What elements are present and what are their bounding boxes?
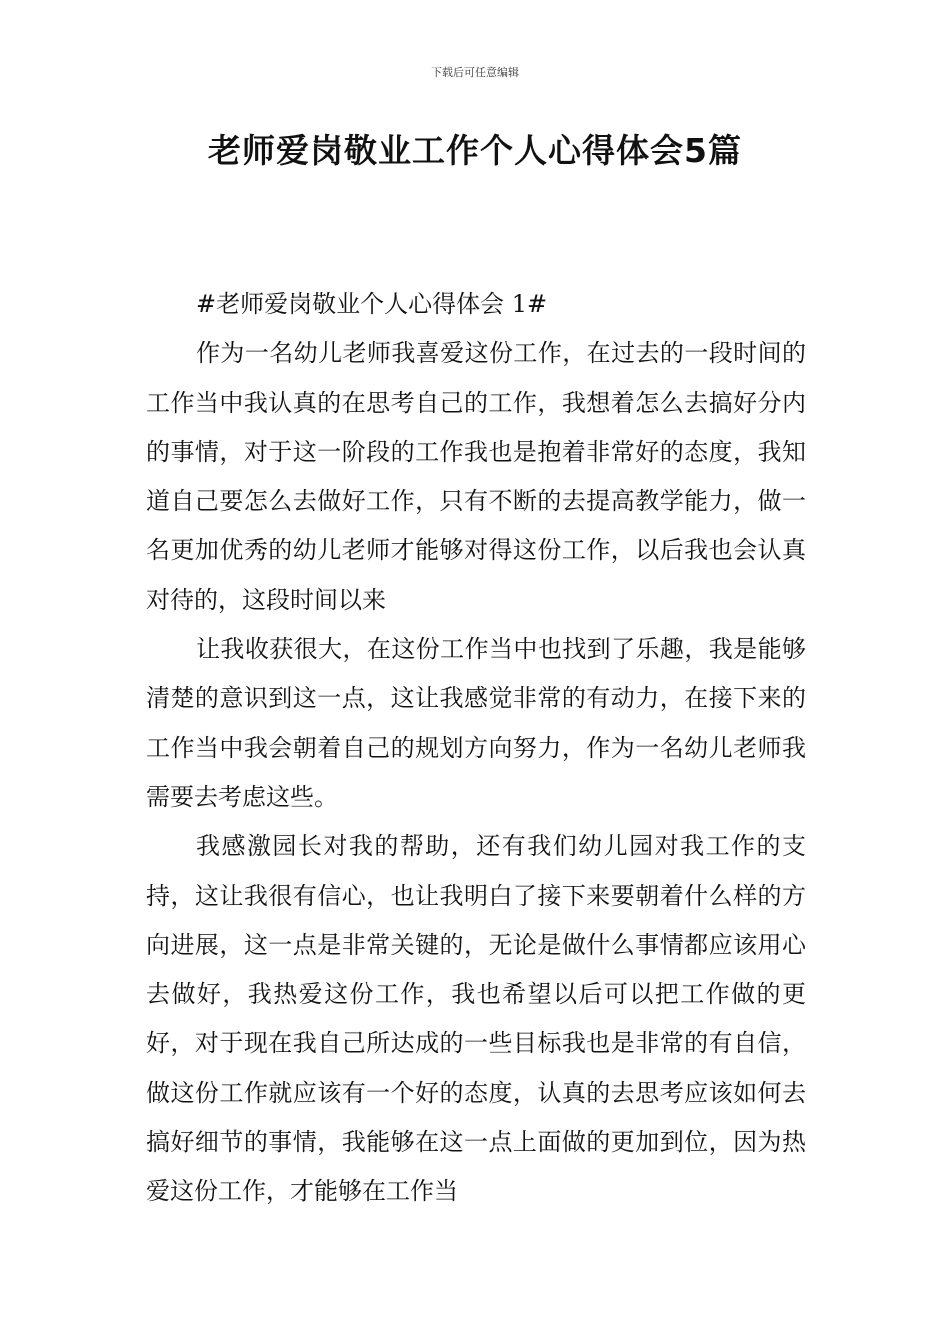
section-heading: #老师爱岗敬业个人心得体会 1# <box>196 290 548 318</box>
paragraph-2: 让我收获很大，在这份工作当中也找到了乐趣，我是能够清楚的意识到这一点，这让我感觉非常的有动力，在接下来的工作当中我会朝着自己的规划方向努力，作为一名幼儿老师我需要去考虑这些。 <box>146 635 806 811</box>
document-title: 老师爱岗敬业工作个人心得体会5篇 <box>208 131 742 170</box>
paragraph-1: 作为一名幼儿老师我喜爱这份工作，在过去的一段时间的工作当中我认真的在思考自己的工作，我想着怎么去搞好分内的事情，对于这一阶段的工作我也是抱着非常好的态度，我知道自己要怎么去做好工作，只有不断的去提高教学能力，做一名更加优秀的幼儿老师才能够对得这份工作，以后我也会认真对待的，这段时间以来 <box>146 339 806 614</box>
paragraph-3: 我感激园长对我的帮助，还有我们幼儿园对我工作的支持，这让我很有信心，也让我明白了接下来要朝着什么样的方向进展，这一点是非常关键的，无论是做什么事情都应该用心去做好，我热爱这份工作，我也希望以后可以把工作做的更好，对于现在我自己所达成的一些目标我也是非常的有自信，做这份工作就应该有一个好的态度，认真的去思考应该如何去搞好细节的事情，我能够在这一点上面做的更加到位，因为热爱这份工作，才能够在工作当 <box>146 832 806 1206</box>
document-body <box>146 280 806 1217</box>
header-note: 下载后可任意编辑 <box>431 66 519 79</box>
